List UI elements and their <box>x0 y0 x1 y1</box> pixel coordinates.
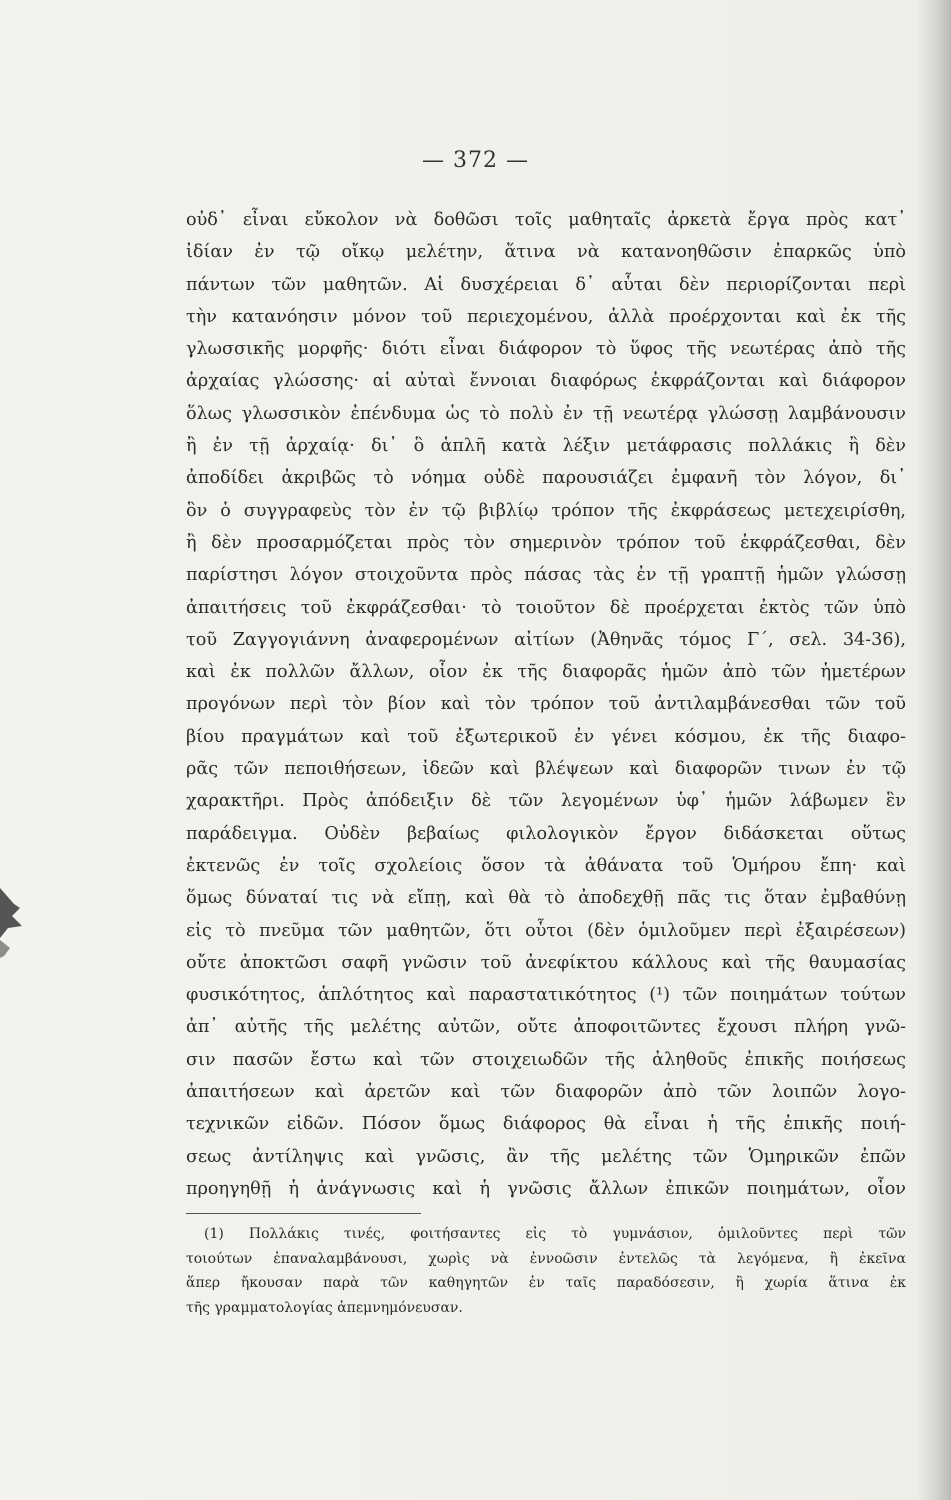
page-binding-shadow <box>917 0 951 1500</box>
page-edge-ink-mark <box>0 878 28 960</box>
body-line: γλωσσικῆς μορφῆς· διότι εἶναι διάφορον τὸ ὕφος τῆς νεωτέρας ἀπὸ τῆς <box>186 339 906 360</box>
body-line: τεχνικῶν εἰδῶν. Πόσον ὅμως διάφορος θὰ εἶναι ἡ τῆς ἐπικῆς ποιή- <box>186 1114 906 1135</box>
body-line: ρᾶς τῶν πεποιθήσεων, ἰδεῶν καὶ βλέψεων καὶ διαφορῶν τινων ἐν τῷ <box>186 759 906 780</box>
footnote-rule <box>186 1213 421 1214</box>
body-line: ὃν ὁ συγγραφεὺς τὸν ἐν τῷ βιβλίῳ τρόπον τῆς ἐκφράσεως μετεχειρίσθη, <box>186 500 906 521</box>
body-line: προγόνων περὶ τὸν βίον καὶ τὸν τρόπον τοῦ ἀντιλαμβάνεσθαι τῶν τοῦ <box>186 694 906 715</box>
body-line: ἀρχαίας γλώσσης· αἱ αὐταὶ ἔννοιαι διαφόρως ἐκφράζονται καὶ διάφορον <box>186 371 906 392</box>
footnote-line: (1) Πολλάκις τινές, φοιτήσαντες εἰς τὸ γυμνάσιον, ὁμιλοῦντες περὶ τῶν <box>204 1226 906 1242</box>
footnote-line: ἅπερ ἤκουσαν παρὰ τῶν καθηγητῶν ἐν ταῖς παραδόσεσιν, ἢ χωρία ἅτινα ἐκ <box>186 1275 906 1292</box>
page-number: — 372 — <box>422 148 529 173</box>
body-line: τὴν κατανόησιν μόνον τοῦ περιεχομένου, ἀλλὰ προέρχονται καὶ ἐκ τῆς <box>186 306 906 327</box>
body-line: παράδειγμα. Οὐδὲν βεβαίως φιλολογικὸν ἔργον διδάσκεται οὕτως <box>186 823 906 844</box>
body-line: βίου πραγμάτων καὶ τοῦ ἐξωτερικοῦ ἐν γένει κόσμου, ἐκ τῆς διαφο- <box>186 726 906 747</box>
body-line: ἀπαιτήσεων καὶ ἀρετῶν καὶ τῶν διαφορῶν ἀπὸ τῶν λοιπῶν λογο- <box>186 1082 906 1103</box>
body-line: εἰς τὸ πνεῦμα τῶν μαθητῶν, ὅτι οὗτοι (δὲν ὁμιλοῦμεν περὶ ἐξαιρέσεων) <box>186 920 906 941</box>
body-line: σιν πασῶν ἔστω καὶ τῶν στοιχειωδῶν τῆς ἀληθοῦς ἐπικῆς ποιήσεως <box>186 1049 906 1070</box>
body-line: οὐδ᾽ εἶναι εὔκολον νὰ δοθῶσι τοῖς μαθηταῖς ἀρκετὰ ἔργα πρὸς κατ᾽ <box>186 210 906 230</box>
body-line: ἀποδίδει ἀκριβῶς τὸ νόημα οὐδὲ παρουσιάζει ἐμφανῆ τὸν λόγον, δι᾽ <box>186 468 906 489</box>
body-line: πάντων τῶν μαθητῶν. Αἱ δυσχέρειαι δ᾽ αὗται δὲν περιορίζονται περὶ <box>186 274 906 295</box>
body-line: οὔτε ἀποκτῶσι σαφῆ γνῶσιν τοῦ ἀνεφίκτου κάλλους καὶ τῆς θαυμασίας <box>186 952 906 973</box>
body-line: ἀπαιτήσεις τοῦ ἐκφράζεσθαι· τὸ τοιοῦτον δὲ προέρχεται ἐκτὸς τῶν ὑπὸ <box>186 597 906 618</box>
body-line: προηγηθῇ ἡ ἀνάγνωσις καὶ ἡ γνῶσις ἄλλων ἐπικῶν ποιημάτων, οἷον <box>186 1178 906 1199</box>
body-line: ἰδίαν ἐν τῷ οἴκῳ μελέτην, ἅτινα νὰ κατανοηθῶσιν ἐπαρκῶς ὑπὸ <box>186 242 906 263</box>
body-line: καὶ ἐκ πολλῶν ἄλλων, οἷον ἐκ τῆς διαφορᾶς ἡμῶν ἀπὸ τῶν ἡμετέρων <box>186 662 906 683</box>
body-line: τοῦ Ζαγγογιάννη ἀναφερομένων αἰτίων (Ἀθηνᾶς τόμος Γ΄, σελ. 34-36), <box>186 629 906 650</box>
body-line: φυσικότητος, ἁπλότητος καὶ παραστατικότητος (¹) τῶν ποιημάτων τούτων <box>186 985 906 1006</box>
body-line: ὅμως δύναταί τις νὰ εἴπῃ, καὶ θὰ τὸ ἀποδεχθῇ πᾶς τις ὅταν ἐμβαθύνῃ <box>186 888 906 909</box>
body-line: παρίστησι λόγον στοιχοῦντα πρὸς πάσας τὰς ἐν τῇ γραπτῇ ἡμῶν γλώσσῃ <box>186 565 906 586</box>
footnote-line: τοιούτων ἐπαναλαμβάνουσι, χωρὶς νὰ ἐννοῶσιν ἐντελῶς τὰ λεγόμενα, ἢ ἐκεῖνα <box>186 1250 906 1267</box>
body-line: ἀπ᾽ αὐτῆς τῆς μελέτης αὐτῶν, οὔτε ἀποφοιτῶντες ἔχουσι πλήρη γνῶ- <box>186 1017 906 1038</box>
body-line: χαρακτῆρι. Πρὸς ἀπόδειξιν δὲ τῶν λεγομένων ὑφ᾽ ἡμῶν λάβωμεν ἓν <box>186 791 906 812</box>
body-line: σεως ἀντίληψις καὶ γνῶσις, ἂν τῆς μελέτης τῶν Ὁμηρικῶν ἐπῶν <box>186 1146 906 1167</box>
body-line: ἢ δὲν προσαρμόζεται πρὸς τὸν σημερινὸν τρόπον τοῦ ἐκφράζεσθαι, δὲν <box>186 532 906 553</box>
footnotes <box>186 1222 906 1320</box>
body-line: ὅλως γλωσσικὸν ἐπένδυμα ὡς τὸ πολὺ ἐν τῇ νεωτέρᾳ γλώσσῃ λαμβάνουσιν <box>186 403 906 424</box>
body-line: ἢ ἐν τῇ ἀρχαίᾳ· δι᾽ ὃ ἁπλῆ κατὰ λέξιν μετάφρασις πολλάκις ἢ δὲν <box>186 436 906 457</box>
body-line: ἐκτενῶς ἐν τοῖς σχολείοις ὅσον τὰ ἀθάνατα τοῦ Ὁμήρου ἔπη· καὶ <box>186 855 906 876</box>
body-text <box>186 204 906 1205</box>
footnote-line: τῆς γραμματολογίας ἀπεμνημόνευσαν. <box>186 1299 463 1316</box>
